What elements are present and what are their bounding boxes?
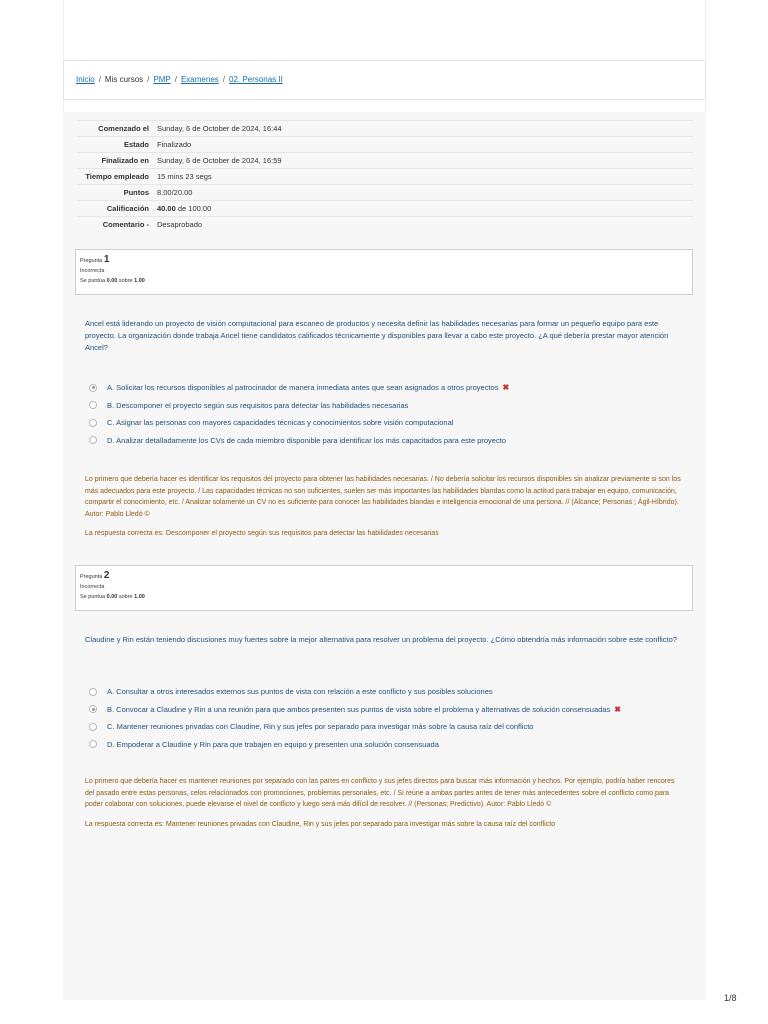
- answer-option[interactable]: [89, 701, 685, 719]
- answer-option[interactable]: [89, 397, 685, 415]
- answer-option[interactable]: [89, 718, 685, 736]
- incorrect-icon: ✖: [614, 704, 621, 714]
- question-number: 2: [103, 570, 110, 581]
- summary-value: Finalizado: [153, 137, 693, 153]
- question-label: Pregunta: [80, 258, 103, 264]
- correct-answer: La respuesta correcta es: Descomponer el proyecto según sus requisitos para detectar las habilidades necesarias: [85, 530, 439, 537]
- grade-value: 40.00: [157, 204, 176, 213]
- summary-row: [77, 169, 693, 185]
- answer-option[interactable]: [89, 414, 685, 432]
- radio-icon[interactable]: [89, 436, 97, 444]
- summary-key: Comentario -: [77, 217, 153, 233]
- radio-icon[interactable]: [89, 401, 97, 409]
- attempt-summary-table: [77, 120, 693, 232]
- breadcrumb-separator: /: [222, 75, 225, 84]
- radio-selected-icon[interactable]: [89, 705, 97, 713]
- page-number: 1/8: [724, 993, 737, 1003]
- breadcrumb-pmp-link[interactable]: PMP: [153, 75, 171, 84]
- summary-value: 8.00/20.00: [153, 185, 693, 201]
- question-state: Incorrecta: [80, 268, 105, 274]
- question-score: Se puntúa 0.00 sobre 1.00: [80, 594, 145, 600]
- breadcrumb-separator: /: [98, 75, 101, 84]
- incorrect-icon: ✖: [502, 383, 510, 393]
- answer-option[interactable]: [89, 379, 685, 397]
- summary-key: Puntos: [77, 185, 153, 201]
- summary-key: Calificación: [77, 201, 153, 217]
- summary-row: [77, 201, 693, 217]
- summary-key: Tiempo empleado: [77, 169, 153, 185]
- answer-label: C. Asignar las personas con mayores capacidades técnicas y conocimientos sobre visión computacional: [107, 418, 454, 428]
- radio-icon[interactable]: [89, 723, 97, 731]
- question-label: Pregunta: [80, 574, 103, 580]
- breadcrumb-mis-cursos: Mis cursos: [104, 75, 144, 84]
- summary-value: Sunday, 6 de October de 2024, 16:44: [153, 121, 693, 137]
- answer-list-2: [89, 683, 685, 753]
- correct-answer: La respuesta correcta es: Mantener reuniones privadas con Claudine, Rin y sus jefes por separado para investigar más sobre la causa raíz del conflicto: [85, 820, 556, 828]
- grade-max: de 100.00: [177, 204, 212, 213]
- summary-value: 15 mins 23 segs: [153, 169, 693, 185]
- question-info-1: [75, 249, 693, 295]
- summary-row: [77, 217, 693, 233]
- answer-label: D. Empoderar a Claudine y Rin para que trabajen en equipo y presenten una solución consensuada: [107, 739, 439, 749]
- question-score: Se puntúa 0.00 sobre 1.00: [80, 278, 145, 284]
- radio-icon[interactable]: [89, 740, 97, 748]
- general-feedback: Lo primero que debería hacer es identificar los requisitos del proyecto para obtener las habilidades necesarias. / No debería solicitar los recursos disponibles sin analizar previamente si son los más adecuados para este proyecto. / Las capacidades técnicas no son suficientes, suelen ser más importantes las habilidades blandas como la actitud para trabajar en equipo, comunicación, compartir el conocimiento, etc. / Analizar solamente un CV no es suficiente para conocer las habilidades blandas e inteligencia emocional de una persona. // (Alcance; Personas ; Ágil-Híbrido). Autor: Pablo Lledó ©: [85, 476, 681, 518]
- answer-label: B. Convocar a Claudine y Rin a una reunión para que ambos presenten sus puntos de vista sobre el problema y alternativas de solución consensuadas: [107, 704, 611, 714]
- general-feedback: Lo primero que debería hacer es mantener reuniones por separado con las partes en conflicto y sus jefes directos para buscar más información y hechos. Por ejemplo, podría haber rencores del pasado entre estas personas, celos relacionados con promociones, problemas personales, etc. / Si reúne a ambas partes antes de tener más antecedentes sobre el conflicto como para poder colaborar con soluciones, puede elevarse el nivel de conflicto y luego será más difícil de resolver. // (Personas; Predictivo). Autor: Pablo Lledó ©: [85, 778, 675, 808]
- breadcrumb-examenes-link[interactable]: Examenes: [180, 75, 219, 84]
- breadcrumb-separator: /: [147, 75, 150, 84]
- summary-row: [77, 137, 693, 153]
- answer-option[interactable]: [89, 736, 685, 754]
- summary-row: [77, 185, 693, 201]
- answer-option[interactable]: [89, 683, 685, 701]
- question-number: 1: [103, 254, 110, 265]
- summary-row: [77, 121, 693, 137]
- summary-key: Comenzado el: [77, 121, 153, 137]
- answer-option[interactable]: [89, 432, 685, 450]
- answer-label: B. Descomponer el proyecto según sus requisitos para detectar las habilidades necesarias: [107, 400, 409, 410]
- question-state: Incorrecta: [80, 584, 105, 590]
- answer-label: A. Consultar a otros interesados externos sus puntos de vista con relación a este conflicto y sus posibles soluciones: [107, 687, 493, 697]
- question-text-2: Claudine y Rin están teniendo discusiones muy fuertes sobre la mejor alternativa para resolver un problema del proyecto. ¿Cómo obtendría más información sobre este conflicto?: [85, 635, 677, 644]
- radio-icon[interactable]: [89, 419, 97, 427]
- summary-value: Sunday, 6 de October de 2024, 16:59: [153, 153, 693, 169]
- question-text-1: Ancel está liderando un proyecto de visión computacional para escaneo de productos y necesita definir las habilidades necesarias para formar un pequeño equipo para este proyecto. La organización donde trabaja Ancel tiene candidatos calificados técnicamente y disponibles para llevar a cabo este proyecto. ¿A qué debería prestar mayor atención Ancel?: [85, 319, 669, 352]
- breadcrumb-personas-link[interactable]: 02. Personas II: [229, 75, 283, 84]
- summary-row: [77, 153, 693, 169]
- answer-label: A. Solicitar los recursos disponibles al patrocinador de manera inmediata antes que sean asignados a otros proyectos: [107, 383, 499, 393]
- question-info-2: [75, 565, 693, 611]
- radio-icon[interactable]: [89, 688, 97, 696]
- summary-key: Estado: [77, 137, 153, 153]
- answer-label: C. Mantener reuniones privadas con Claudine, Rin y sus jefes por separado para investigar más sobre la causa raíz del conflicto: [107, 722, 534, 732]
- answer-list-1: [89, 379, 685, 449]
- summary-value: Desaprobado: [153, 217, 693, 233]
- summary-value: [153, 201, 693, 217]
- radio-selected-icon[interactable]: [89, 384, 97, 392]
- breadcrumb: [63, 60, 706, 100]
- feedback-1: [85, 474, 681, 548]
- breadcrumb-inicio-link[interactable]: Inicio: [76, 75, 95, 84]
- answer-label: D. Analizar detalladamente los CVs de cada miembro disponible para identificar los más capacitados para este proyecto: [107, 435, 506, 445]
- attempt-review: [63, 112, 706, 1000]
- feedback-2: [85, 776, 681, 838]
- summary-key: Finalizado en: [77, 153, 153, 169]
- breadcrumb-separator: /: [174, 75, 177, 84]
